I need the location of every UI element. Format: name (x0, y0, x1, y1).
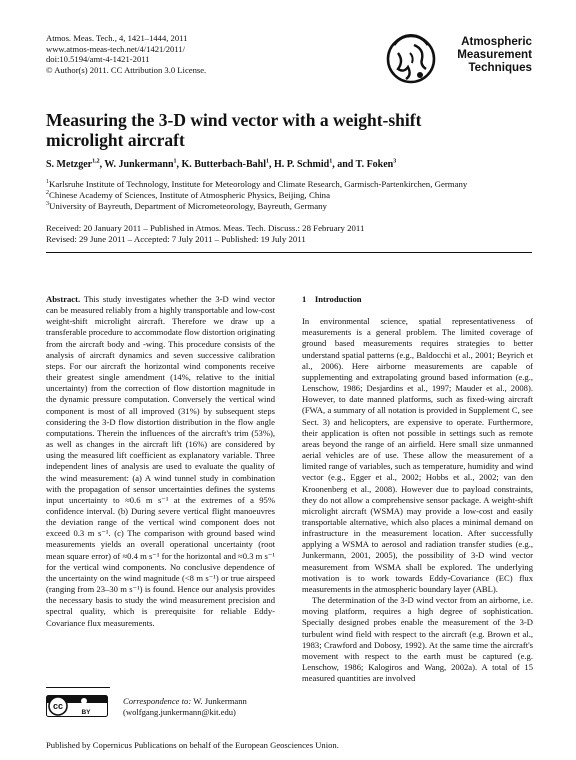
author-separator: , and (332, 159, 356, 170)
doi[interactable]: doi:10.5194/amt-4-1421-2011 (46, 54, 150, 65)
footnote-divider (46, 687, 110, 688)
received-line: Received: 20 January 2011 – Published in Atmos. Meas. Tech. Discuss.: 28 February 2011 (46, 223, 365, 233)
abstract-text: This study investigates whether the 3-D wind vector can be measured reliably from a highly transportable and low-cost weight-shift microlight aircraft. Therefore we draw up a transferable procedure to accommodate flow distortion originating from the aircraft body and -wing. This procedure consists of the analysis of aircraft dynamics and seven successive calibration steps. For our aircraft the horizontal wind components receive their greatest single amendment (14%, relative to the initial uncertainty) from the correction of flow distortion magnitude in the dynamic pressure computation. Conversely the vertical wind component is most of all improved (31%) by subsequent steps considering the 3-D flow distortion distribution in the flow angle computations. Therein the influences of the aircraft's trim (53%), as well as changes in the aircraft lift (16%) are considered by using the measured lift coefficient as explanatory variable. Three independent lines of analysis are used to evaluate the quality of the wind measurement: (a) A wind tunnel study in combination with the propagation of sensor uncertainties defines the systems input uncertainty to ≈0.6 m s⁻¹ at the extremes of a 95% confidence interval. (b) During severe vertical flight manoeuvres the deviation range of the vertical wind component does not exceed 0.3 m s⁻¹. (c) The comparison with ground based wind measurements yields an overall operational uncertainty (root mean square error) of ≈0.4 m s⁻¹ for the horizontal and ≈0.3 m s⁻¹ for the vertical wind components. No conclusive dependence of the uncertainty on the wind magnitude (<8 m s⁻¹) or true airspeed (ranging from 23–30 m s⁻¹) is found. Hence our analysis provides the necessary basis to study the wind measurement precision and spectral quality, which is prerequisite for reliable Eddy-Covariance flux measurements. (46, 294, 275, 628)
affiliation-number: 1 (46, 179, 49, 186)
journal-url[interactable]: www.atmos-meas-tech.net/4/1421/2011/ (46, 43, 185, 54)
author-name: H. P. Schmid (273, 159, 330, 170)
author-affiliation-mark: 1 (329, 158, 333, 165)
title-line-1: Measuring the 3-D wind vector with a weight-shift (46, 110, 422, 130)
cc-badge-left: cc (52, 701, 64, 711)
header-divider (46, 252, 532, 253)
author-affiliation-mark: 1 (173, 158, 177, 165)
correspondence (123, 696, 293, 718)
publisher-footer: Published by Copernicus Publications on behalf of the European Geosciences Union. (46, 740, 339, 750)
revised-line: Revised: 29 June 2011 – Accepted: 7 July 2011 – Published: 19 July 2011 (46, 234, 306, 244)
author-name: S. Metzger (46, 159, 93, 170)
author-affiliation-mark: 1 (265, 158, 269, 165)
correspondence-email[interactable]: (wolfgang.junkermann@kit.edu) (123, 707, 236, 718)
license-line: © Author(s) 2011. CC Attribution 3.0 License. (46, 64, 207, 75)
author-affiliation-mark: 1,2 (92, 158, 100, 165)
affiliation-list (46, 179, 546, 212)
introduction-section (302, 294, 533, 684)
author-name: W. Junkermann (104, 159, 174, 170)
affiliation-item (46, 179, 546, 190)
section-number: 1 (302, 294, 307, 304)
affiliation-number: 2 (46, 190, 49, 197)
section-heading (302, 294, 533, 305)
logo-line-1: Atmospheric (461, 35, 532, 48)
affiliation-text: Chinese Academy of Sciences, Institute of Atmospheric Physics, Beijing, China (49, 190, 330, 200)
affiliation-number: 3 (46, 201, 49, 208)
author-name: T. Foken (355, 159, 394, 170)
author-name: K. Butterbach-Bahl (181, 159, 266, 170)
abstract (46, 294, 275, 629)
cc-by-badge[interactable] (46, 695, 108, 717)
author-list (46, 159, 546, 171)
publication-dates (46, 223, 546, 245)
journal-header (46, 33, 346, 75)
author-separator: , (268, 159, 274, 170)
journal-citation: Atmos. Meas. Tech., 4, 1421–1444, 2011 (46, 33, 188, 43)
abstract-label: Abstract. (46, 294, 81, 304)
intro-paragraph-1: In environmental science, spatial representativeness of measurements is a general problem. The limited coverage of ground based measurements requires strategies to better understand spatial patterns (e.g., Baldocchi et al., 2001; Beyrich et al., 2006). Here airborne measurements are capable of supplementing and extrapolating ground based information (e.g., Lenschow, 1986; Desjardins et al., 1997; Mauder et al., 2008). However, to date manned platforms, such as fixed-wing aircraft (FWA, a summary of all notation is provided in Supplement C, see Sect. 3) and helicopters, are expensive to operate. Furthermore, their application is often not possible in settings such as remote areas beyond the range of an airfield. Here small size unmanned aerial vehicles are of use. These allow the measurement of a limited range of variables, such as temperature, humidity and wind vector (e.g., Egger et al., 2002; Hobbs et al., 2002; van den Kroonenberg et al., 2008). However due to payload constraints, they do not allow a comprehensive sensor package. A weight-shift microlight aircraft (WSMA) may provide a low-cost and easily transportable alternative, which also places a minimal demand on infrastructure in the measurement location. After successfully applying a WSMA to aerosol and radiation transfer studies (e.g., Junkermann, 2001, 2005), the possibility of 3-D wind vector measurement from WSMA shall be explored. The underlying motivation is to work towards Eddy-Covariance (EC) flux measurements in the atmospheric boundary layer (ABL). (302, 316, 533, 594)
journal-logo (384, 31, 532, 87)
logo-wordmark (440, 35, 532, 74)
affiliation-item (46, 190, 546, 201)
logo-line-2: Measurement (457, 48, 532, 61)
creative-commons-icon (46, 695, 108, 717)
affiliation-item (46, 201, 546, 212)
cc-badge-right: BY (81, 709, 91, 716)
logo-line-3: Techniques (468, 61, 532, 74)
intro-paragraph-2: The determination of the 3-D wind vector from an airborne, i.e. moving platform, requires a high degree of sophistication. Specially designed probes enable the measurement of the 3-D turbulent wind field with respect to the aircraft (e.g. Brown et al., 1983; Crawford and Dobosy, 1992). At the same time the aircraft's movement with respect to the earth must be captured (e.g. Lenschow, 1986; Kalogiros and Wang, 2002a). A total of 15 measured quantities are involved (302, 595, 533, 684)
correspondence-label: Correspondence to: (123, 696, 192, 706)
globe-logo-icon (384, 31, 440, 87)
section-title: Introduction (314, 294, 362, 304)
affiliation-text: University of Bayreuth, Department of Micrometeorology, Bayreuth, Germany (49, 201, 327, 211)
title-line-2: microlight aircraft (46, 130, 185, 150)
author-affiliation-mark: 3 (393, 158, 397, 165)
author-separator: , (99, 159, 105, 170)
author-separator: , (176, 159, 182, 170)
paper-title (46, 110, 506, 150)
correspondence-name: W. Junkermann (193, 696, 247, 706)
affiliation-text: Karlsruhe Institute of Technology, Institute for Meteorology and Climate Research, Garmisch-Partenkirchen, Germany (49, 179, 468, 189)
